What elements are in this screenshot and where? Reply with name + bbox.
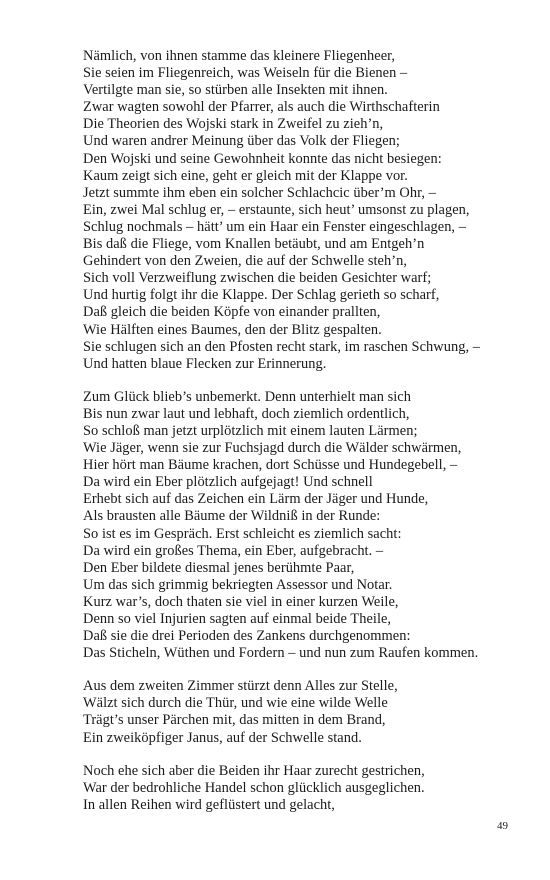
verse-line: Jetzt summte ihm eben ein solcher Schlachcic über’m Ohr, – bbox=[83, 184, 436, 201]
poem-text bbox=[83, 48, 523, 814]
verse-line: Hier hört man Bäume krachen, dort Schüsse und Hundegebell, – bbox=[83, 457, 458, 474]
verse-line: Denn so viel Injurien sagten auf einmal beide Theile, bbox=[83, 611, 392, 627]
verse-line: Sie seien im Fliegenreich, was Weiseln für die Bienen – bbox=[83, 65, 408, 82]
verse-line: Zum Glück blieb’s unbemerkt. Denn unterhielt man sich bbox=[83, 388, 411, 405]
verse-line: Vertilgte man sie, so stürben alle Insekten mit ihnen. bbox=[83, 82, 388, 99]
verse-line: Den Eber bildete diesmal jenes berühmte Paar, bbox=[83, 559, 355, 576]
verse-line: Daß sie die drei Perioden des Zankens durchgenommen: bbox=[83, 628, 411, 645]
verse-line: Ein zweiköpfiger Janus, auf der Schwelle stand. bbox=[83, 729, 362, 746]
verse-line: In allen Reihen wird geflüstert und gelacht, bbox=[83, 796, 335, 813]
verse-line: Um das sich grimmig bekriegten Assessor und Notar. bbox=[83, 576, 393, 593]
stanza bbox=[83, 389, 523, 663]
verse-line: Trägt’s unser Pärchen mit, das mitten in dem Brand, bbox=[83, 712, 386, 729]
verse-line: Wälzt sich durch die Thür, und wie eine wilde Welle bbox=[83, 695, 388, 712]
verse-line: Die Theorien des Wojski stark in Zweifel zu zieh’n, bbox=[83, 116, 384, 133]
verse-line: War der bedrohliche Handel schon glücklich ausgeglichen. bbox=[83, 779, 425, 796]
page-number: 49 bbox=[497, 820, 508, 832]
verse-line: Sie schlugen sich an den Pfosten recht stark, im raschen Schwung, – bbox=[83, 338, 481, 355]
verse-line: Und hatten blaue Flecken zur Erinnerung. bbox=[83, 355, 327, 372]
stanza bbox=[83, 678, 523, 746]
verse-line: Und hurtig folgt ihr die Klappe. Der Schlag gerieth so scharf, bbox=[83, 287, 440, 304]
verse-line: Da wird ein großes Thema, ein Eber, aufgebracht. – bbox=[83, 542, 384, 559]
verse-line: Bis daß die Fliege, vom Knallen betäubt, und am Entgeh’n bbox=[83, 236, 425, 253]
verse-line: Wie Jäger, wenn sie zur Fuchsjagd durch die Wälder schwärmen, bbox=[83, 440, 462, 457]
verse-line: So ist es im Gespräch. Erst schleicht es ziemlich sacht: bbox=[83, 525, 402, 542]
verse-line: Schlug nochmals – hätt’ um ein Haar ein Fenster eingeschlagen, – bbox=[83, 218, 466, 235]
verse-line: Kurz war’s, doch thaten sie viel in einer kurzen Weile, bbox=[83, 593, 399, 610]
verse-line: Gehindert von den Zweien, die auf der Schwelle steh’n, bbox=[83, 253, 407, 270]
verse-line: Erhebt sich auf das Zeichen ein Lärm der Jäger und Hunde, bbox=[83, 491, 429, 508]
verse-line: Und waren andrer Meinung über das Volk der Fliegen; bbox=[83, 133, 400, 150]
stanza-gap bbox=[83, 662, 523, 678]
verse-line: Zwar wagten sowohl der Pfarrer, als auch die Wirthschafterin bbox=[83, 99, 440, 116]
verse-line: Kaum zeigt sich eine, geht er gleich mit der Klappe vor. bbox=[83, 167, 408, 184]
verse-line: Bis nun zwar laut und lebhaft, doch ziemlich ordentlich, bbox=[83, 405, 410, 422]
verse-line: Nämlich, von ihnen stamme das kleinere Fliegenheer, bbox=[83, 48, 396, 64]
verse-line: Daß gleich die beiden Köpfe von einander prallten, bbox=[83, 304, 381, 321]
stanza bbox=[83, 48, 523, 373]
verse-line: So schloß man jetzt urplötzlich mit einem lauten Lärmen; bbox=[83, 422, 418, 439]
verse-line: Ein, zwei Mal schlug er, – erstaunte, sich heut’ umsonst zu plagen, bbox=[83, 201, 470, 218]
stanza-gap bbox=[83, 747, 523, 763]
stanza bbox=[83, 763, 523, 814]
stanza-gap bbox=[83, 373, 523, 389]
verse-line: Das Sticheln, Wüthen und Fordern – und nun zum Raufen kommen. bbox=[83, 645, 479, 662]
verse-line: Aus dem zweiten Zimmer stürzt denn Alles zur Stelle, bbox=[83, 678, 398, 695]
verse-line: Wie Hälften eines Baumes, den der Blitz gespalten. bbox=[83, 321, 382, 338]
verse-line: Als brausten alle Bäume der Wildniß in der Runde: bbox=[83, 508, 381, 525]
verse-line: Den Wojski und seine Gewohnheit konnte das nicht besiegen: bbox=[83, 150, 442, 167]
verse-line: Da wird ein Eber plötzlich aufgejagt! Und schnell bbox=[83, 474, 373, 491]
verse-line: Sich voll Verzweiflung zwischen die beiden Gesichter warf; bbox=[83, 270, 432, 287]
verse-line: Noch ehe sich aber die Beiden ihr Haar zurecht gestrichen, bbox=[83, 762, 425, 779]
